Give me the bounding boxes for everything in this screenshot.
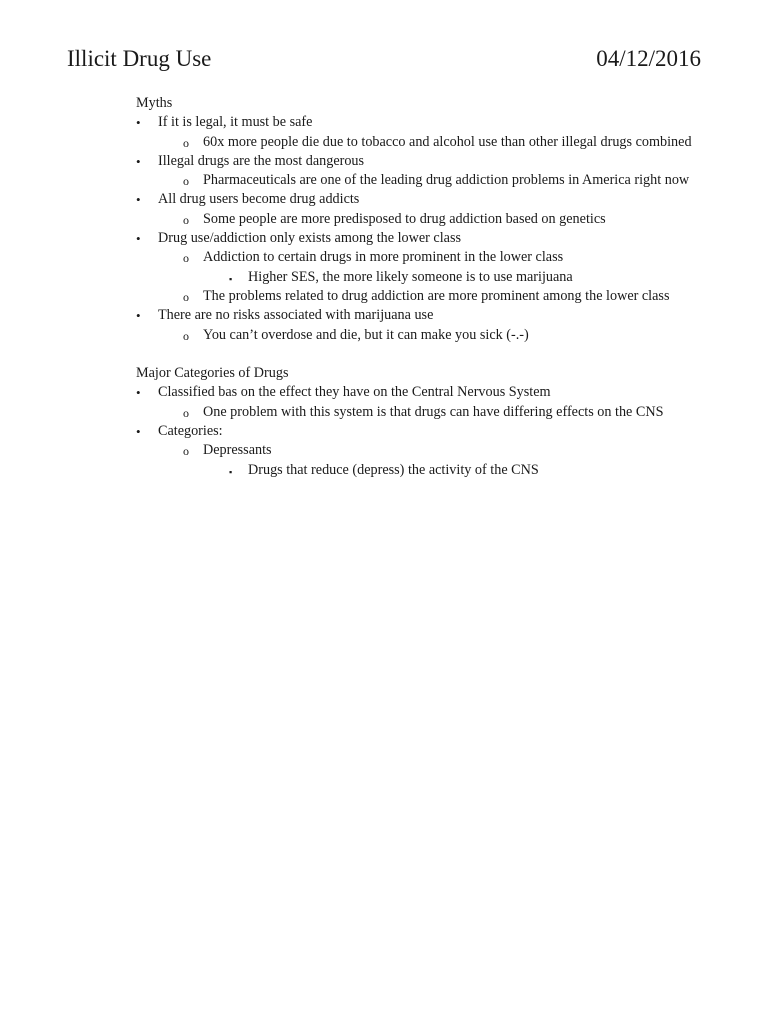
- list-item: [136, 306, 696, 325]
- circle-bullet-icon: o: [183, 135, 189, 150]
- square-bullet-icon: ▪: [229, 273, 233, 284]
- circle-bullet-icon: o: [183, 289, 189, 304]
- list-item: [136, 268, 696, 287]
- bullet-icon: •: [136, 385, 141, 401]
- list-item-text: Illegal drugs are the most dangerous: [158, 152, 365, 169]
- circle-bullet-icon: o: [183, 251, 189, 266]
- document-date: 04/12/2016: [596, 46, 701, 71]
- list-item-text: Addiction to certain drugs in more prominent in the lower class: [203, 249, 564, 266]
- list-item: [136, 403, 696, 422]
- list-item: [136, 171, 696, 190]
- bullet-icon: •: [136, 192, 141, 208]
- list-item: [136, 113, 696, 132]
- section-spacer: [136, 345, 696, 364]
- list-item-text: Pharmaceuticals are one of the leading drug addiction problems in America right now: [203, 172, 690, 189]
- list-item-text: Higher SES, the more likely someone is to use marijuana: [248, 268, 573, 285]
- circle-bullet-icon: o: [183, 328, 189, 343]
- list-item-text: All drug users become drug addicts: [158, 191, 360, 208]
- list-item: [136, 229, 696, 248]
- notes-body: [136, 94, 696, 480]
- list-item: [136, 248, 696, 267]
- list-item-text: Some people are more predisposed to drug addiction based on genetics: [203, 210, 606, 227]
- list-item-text: There are no risks associated with marijuana use: [158, 307, 434, 324]
- bullet-icon: •: [136, 115, 141, 131]
- list-item: [136, 210, 696, 229]
- circle-bullet-icon: o: [183, 444, 189, 459]
- list-item-text: Drug use/addiction only exists among the lower class: [158, 230, 462, 247]
- list-item-text: Depressants: [203, 442, 272, 459]
- list-item-text: 60x more people die due to tobacco and alcohol use than other illegal drugs combined: [203, 133, 692, 150]
- list-item: [136, 287, 696, 306]
- list-item-text: Drugs that reduce (depress) the activity of the CNS: [248, 461, 539, 478]
- list-item-text: If it is legal, it must be safe: [158, 114, 313, 131]
- list-item-text: Classified bas on the effect they have on the Central Nervous System: [158, 384, 551, 401]
- circle-bullet-icon: o: [183, 212, 189, 227]
- circle-bullet-icon: o: [183, 174, 189, 189]
- bullet-icon: •: [136, 308, 141, 324]
- section-heading-myths: Myths: [136, 95, 173, 111]
- list-item-text: One problem with this system is that drugs can have differing effects on the CNS: [203, 403, 664, 420]
- square-bullet-icon: ▪: [229, 466, 233, 477]
- list-item: [136, 326, 696, 345]
- list-item-text: You can’t overdose and die, but it can make you sick (-.-): [203, 326, 529, 343]
- section-heading-categories: Major Categories of Drugs: [136, 365, 289, 382]
- list-item: [136, 441, 696, 460]
- list-item: [136, 383, 696, 402]
- list-item-text: Categories:: [158, 423, 223, 440]
- list-item: [136, 133, 696, 152]
- document-title: Illicit Drug Use: [67, 46, 212, 71]
- list-item: [136, 152, 696, 171]
- circle-bullet-icon: o: [183, 405, 189, 420]
- bullet-icon: •: [136, 231, 141, 247]
- list-item: [136, 422, 696, 441]
- list-item: [136, 190, 696, 209]
- bullet-icon: •: [136, 153, 141, 169]
- bullet-icon: •: [136, 424, 141, 440]
- list-item-text: The problems related to drug addiction are more prominent among the lower class: [203, 287, 670, 304]
- list-item: [136, 461, 696, 480]
